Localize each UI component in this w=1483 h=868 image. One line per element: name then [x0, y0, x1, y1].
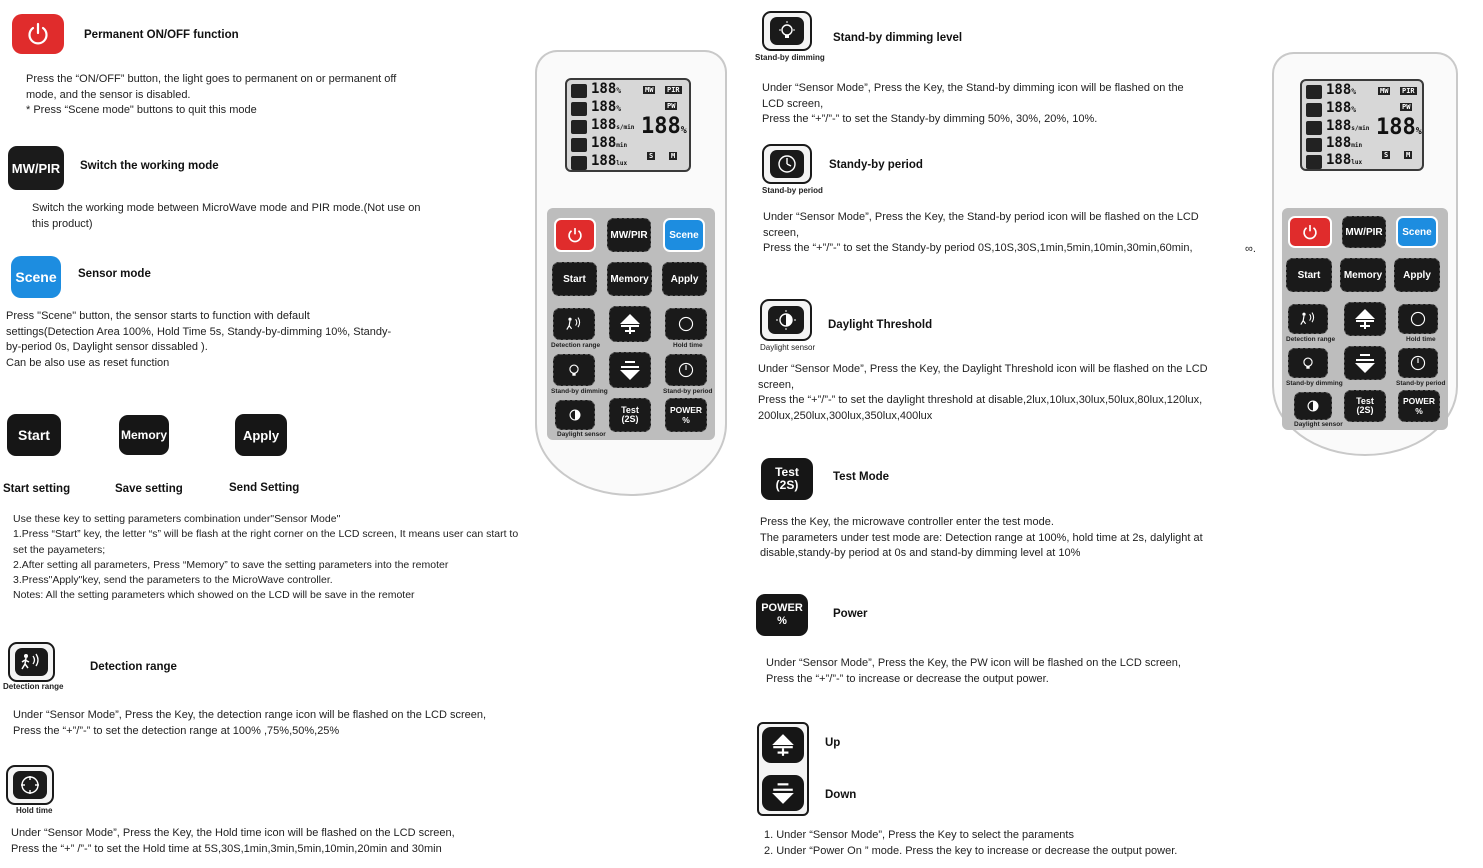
apply-caption: Send Setting: [229, 482, 300, 494]
bulb-icon: [776, 20, 798, 42]
clock-target-icon: [1409, 310, 1427, 328]
hold-time-caption: Hold time: [16, 806, 53, 815]
daylight-sun-icon: [1304, 397, 1322, 415]
remote-lcd-screen: 188% 188% 188s/min 188min 188lux MW PIR PW 188% S M: [1300, 79, 1424, 171]
remote-scene-button[interactable]: Scene: [1396, 216, 1438, 248]
motion-detect-icon: [1298, 311, 1318, 327]
bulb-icon: [565, 361, 583, 379]
timer-icon: [776, 153, 798, 175]
power-title: Power: [833, 608, 868, 620]
detection-description: Under “Sensor Mode”, Press the Key, the detection range icon will be flashed on the LCD screen, Press the “+”/”-” to set the detection range at 100% ,75%,50%,25%: [13, 709, 487, 737]
start-caption: Start setting: [3, 483, 71, 495]
remote-mwpir-button[interactable]: MW/PIR: [607, 218, 651, 252]
mwpir-key-icon: MW/PIR: [8, 146, 64, 190]
test-description: Press the Key, the microwave controller enter the test mode. The parameters under test mode are: Detection range at 100%, hold time at 2s, dalylight at disable,standy-by period at 0s and stand-by dimming level at 10%: [760, 516, 1203, 559]
remote-mwpir-button[interactable]: MW/PIR: [1342, 216, 1386, 248]
daylight-title: Daylight Threshold: [828, 319, 933, 331]
remote-detection-button[interactable]: [1288, 304, 1328, 334]
hold-time-key-icon: [6, 765, 54, 805]
remote-power-percent-button[interactable]: POWER %: [1398, 390, 1440, 422]
standby-dimming-caption: Stand-by dimming: [755, 53, 825, 62]
daylight-sun-icon: [566, 406, 584, 424]
bulb-icon: [1299, 354, 1317, 372]
remote-hold-button[interactable]: [665, 308, 707, 340]
remote-apply-button[interactable]: Apply: [662, 262, 707, 296]
scene-description: Press "Scene" button, the sensor starts to function with default settings(Detection Area 100%, Hold Time 5s, Standy-by-dimming 10%, Standy- by-period 0s, Daylight sensor dissabled ). Can be also use as reset function: [6, 310, 392, 369]
detection-range-caption: Detection range: [3, 682, 64, 691]
standby-period-caption: Stand-by period: [762, 186, 823, 195]
standby-dimming-title: Stand-by dimming level: [833, 32, 963, 44]
clock-target-icon: [677, 315, 695, 333]
down-key-icon: [762, 775, 804, 811]
timer-icon: [1409, 354, 1427, 372]
remote-control-left: 188% 188% 188s/min 188min 188lux MW PIR PW 188% S M MW/PIR Scene Start Memory Apply Detection range Hold time Stand-by dimming Stand-by period Daylight sensor Test (2S) POWER %: [535, 50, 727, 496]
remote-start-button[interactable]: Start: [1286, 258, 1332, 292]
holdtime-description: Under “Sensor Mode”, Press the Key, the Hold time icon will be flashed on the LCD screen, Press the “+” /”-” to set the Hold time at 5S,30S,1min,3min,5min,10min,20min and 30min: [11, 827, 455, 855]
updown-description: 1. Under “Sensor Mode”, Press the Key to select the paraments 2. Under “Power On ” mode. Press the key to increase or decrease the output power.: [764, 829, 1178, 857]
remote-scene-button[interactable]: Scene: [663, 218, 705, 252]
power-percent-key-icon: POWER %: [756, 594, 808, 636]
plus-arrow-up-icon: [618, 312, 642, 336]
remote-detection-button[interactable]: [553, 308, 595, 340]
minus-arrow-down-icon: [618, 358, 642, 382]
up-key-icon: [762, 727, 804, 763]
remote-dimming-button[interactable]: [553, 354, 595, 386]
setting-keys-description: Use these key to setting parameters combination under"Sensor Mode" 1.Press “Start” key, the letter “s” will be flash at the right corner on the LCD screen, It means user can start to set the payameters; 2.After setting all parameters, Press “Memory” to save the setting parameters into the remoter 3.Press"Apply"key, send the parameters to the MicroWave controller. Notes: All the setting parameters which showed on the LCD will be save in the remoter: [13, 513, 519, 602]
remote-power-button[interactable]: [1288, 216, 1332, 248]
onoff-description: Press the “ON/OFF” button, the light goes to permanent on or permanent off mode, and the sensor is disabled. * Press “Scene mode" buttons to quit this mode: [26, 73, 397, 116]
remote-test-button[interactable]: Test (2S): [609, 398, 651, 432]
daylight-key-icon: [760, 299, 812, 341]
remote-power-percent-button[interactable]: POWER %: [665, 398, 707, 432]
clock-target-icon: [19, 774, 41, 796]
remote-down-button[interactable]: [1344, 346, 1386, 380]
remote-down-button[interactable]: [609, 352, 651, 388]
scene-title: Sensor mode: [78, 268, 151, 280]
mwpir-title: Switch the working mode: [80, 160, 219, 172]
remote-daylight-button[interactable]: [555, 400, 595, 430]
standby-period-infinity: ∞.: [1245, 243, 1256, 255]
remote-apply-button[interactable]: Apply: [1394, 258, 1440, 292]
remote-memory-button[interactable]: Memory: [607, 262, 652, 296]
remote-period-button[interactable]: [1398, 348, 1438, 378]
remote-hold-button[interactable]: [1398, 304, 1438, 334]
plus-arrow-up-icon: [770, 732, 796, 758]
test-key-icon: Test (2S): [761, 458, 813, 500]
up-label: Up: [825, 737, 841, 749]
onoff-title: Permanent ON/OFF function: [84, 29, 239, 41]
mwpir-description: Switch the working mode between MicroWave mode and PIR mode.(Not use on this product): [32, 202, 421, 230]
down-label: Down: [825, 789, 857, 801]
remote-memory-button[interactable]: Memory: [1340, 258, 1386, 292]
motion-detect-icon: [19, 652, 43, 672]
power-icon: [25, 21, 51, 47]
apply-key-icon: Apply: [235, 414, 287, 456]
remote-up-button[interactable]: [1344, 302, 1386, 336]
standby-dimming-key-icon: [762, 11, 812, 51]
start-key-icon: Start: [7, 414, 61, 456]
remote-up-button[interactable]: [609, 306, 651, 342]
daylight-description: Under “Sensor Mode”, Press the Key, the Daylight Threshold icon will be flashed on the LCD screen, Press the “+”/”-” to set the daylight threshold at disable,2lux,10lux,30lux,50lux,80lux,120lux, 200lux,250lux,300lux,350lux,400lux: [758, 363, 1208, 422]
remote-lcd-screen: 188% 188% 188s/min 188min 188lux MW PIR PW 188% S M: [565, 78, 691, 172]
daylight-sun-icon: [775, 309, 797, 331]
remote-test-button[interactable]: Test (2S): [1344, 390, 1386, 422]
remote-power-button[interactable]: [554, 218, 596, 252]
detection-range-key-icon: [8, 642, 55, 682]
timer-icon: [677, 361, 695, 379]
memory-caption: Save setting: [115, 483, 183, 495]
remote-control-right: 188% 188% 188s/min 188min 188lux MW PIR PW 188% S M MW/PIR Scene Start Memory Apply Detection range Hold time Stand-by dimming Stand-by period Daylight sensor Test (2S) POWER %: [1272, 52, 1458, 456]
scene-key-icon: Scene: [11, 256, 61, 298]
standby-period-title: Standy-by period: [829, 159, 923, 171]
remote-period-button[interactable]: [665, 354, 707, 386]
detection-title: Detection range: [90, 661, 177, 673]
power-onoff-key-icon: [12, 14, 64, 54]
standby-dimming-description: Under “Sensor Mode”, Press the Key, the Stand-by dimming icon will be flashed on the LCD screen, Press the “+”/”-” to set the Standy-by dimming 50%, 30%, 20%, 10%.: [762, 82, 1184, 125]
remote-daylight-button[interactable]: [1294, 392, 1332, 420]
remote-dimming-button[interactable]: [1288, 348, 1328, 378]
standby-period-key-icon: [762, 144, 812, 184]
minus-arrow-down-icon: [1353, 351, 1377, 375]
plus-arrow-up-icon: [1353, 307, 1377, 331]
memory-key-icon: Memory: [119, 415, 169, 455]
standby-period-description: Under “Sensor Mode”, Press the Key, the Stand-by period icon will be flashed on the LCD screen, Press the “+”/”-” to set the Standy-by period 0S,10S,30S,1min,5min,10min,30min,60min,: [763, 211, 1199, 254]
power-description: Under “Sensor Mode”, Press the Key, the PW icon will be flashed on the LCD screen, Press the “+”/”-” to increase or decrease the output power.: [766, 657, 1181, 685]
test-title: Test Mode: [833, 471, 890, 483]
minus-arrow-down-icon: [770, 780, 796, 806]
motion-detect-icon: [564, 316, 584, 332]
remote-start-button[interactable]: Start: [552, 262, 597, 296]
daylight-caption: Daylight sensor: [760, 343, 816, 352]
